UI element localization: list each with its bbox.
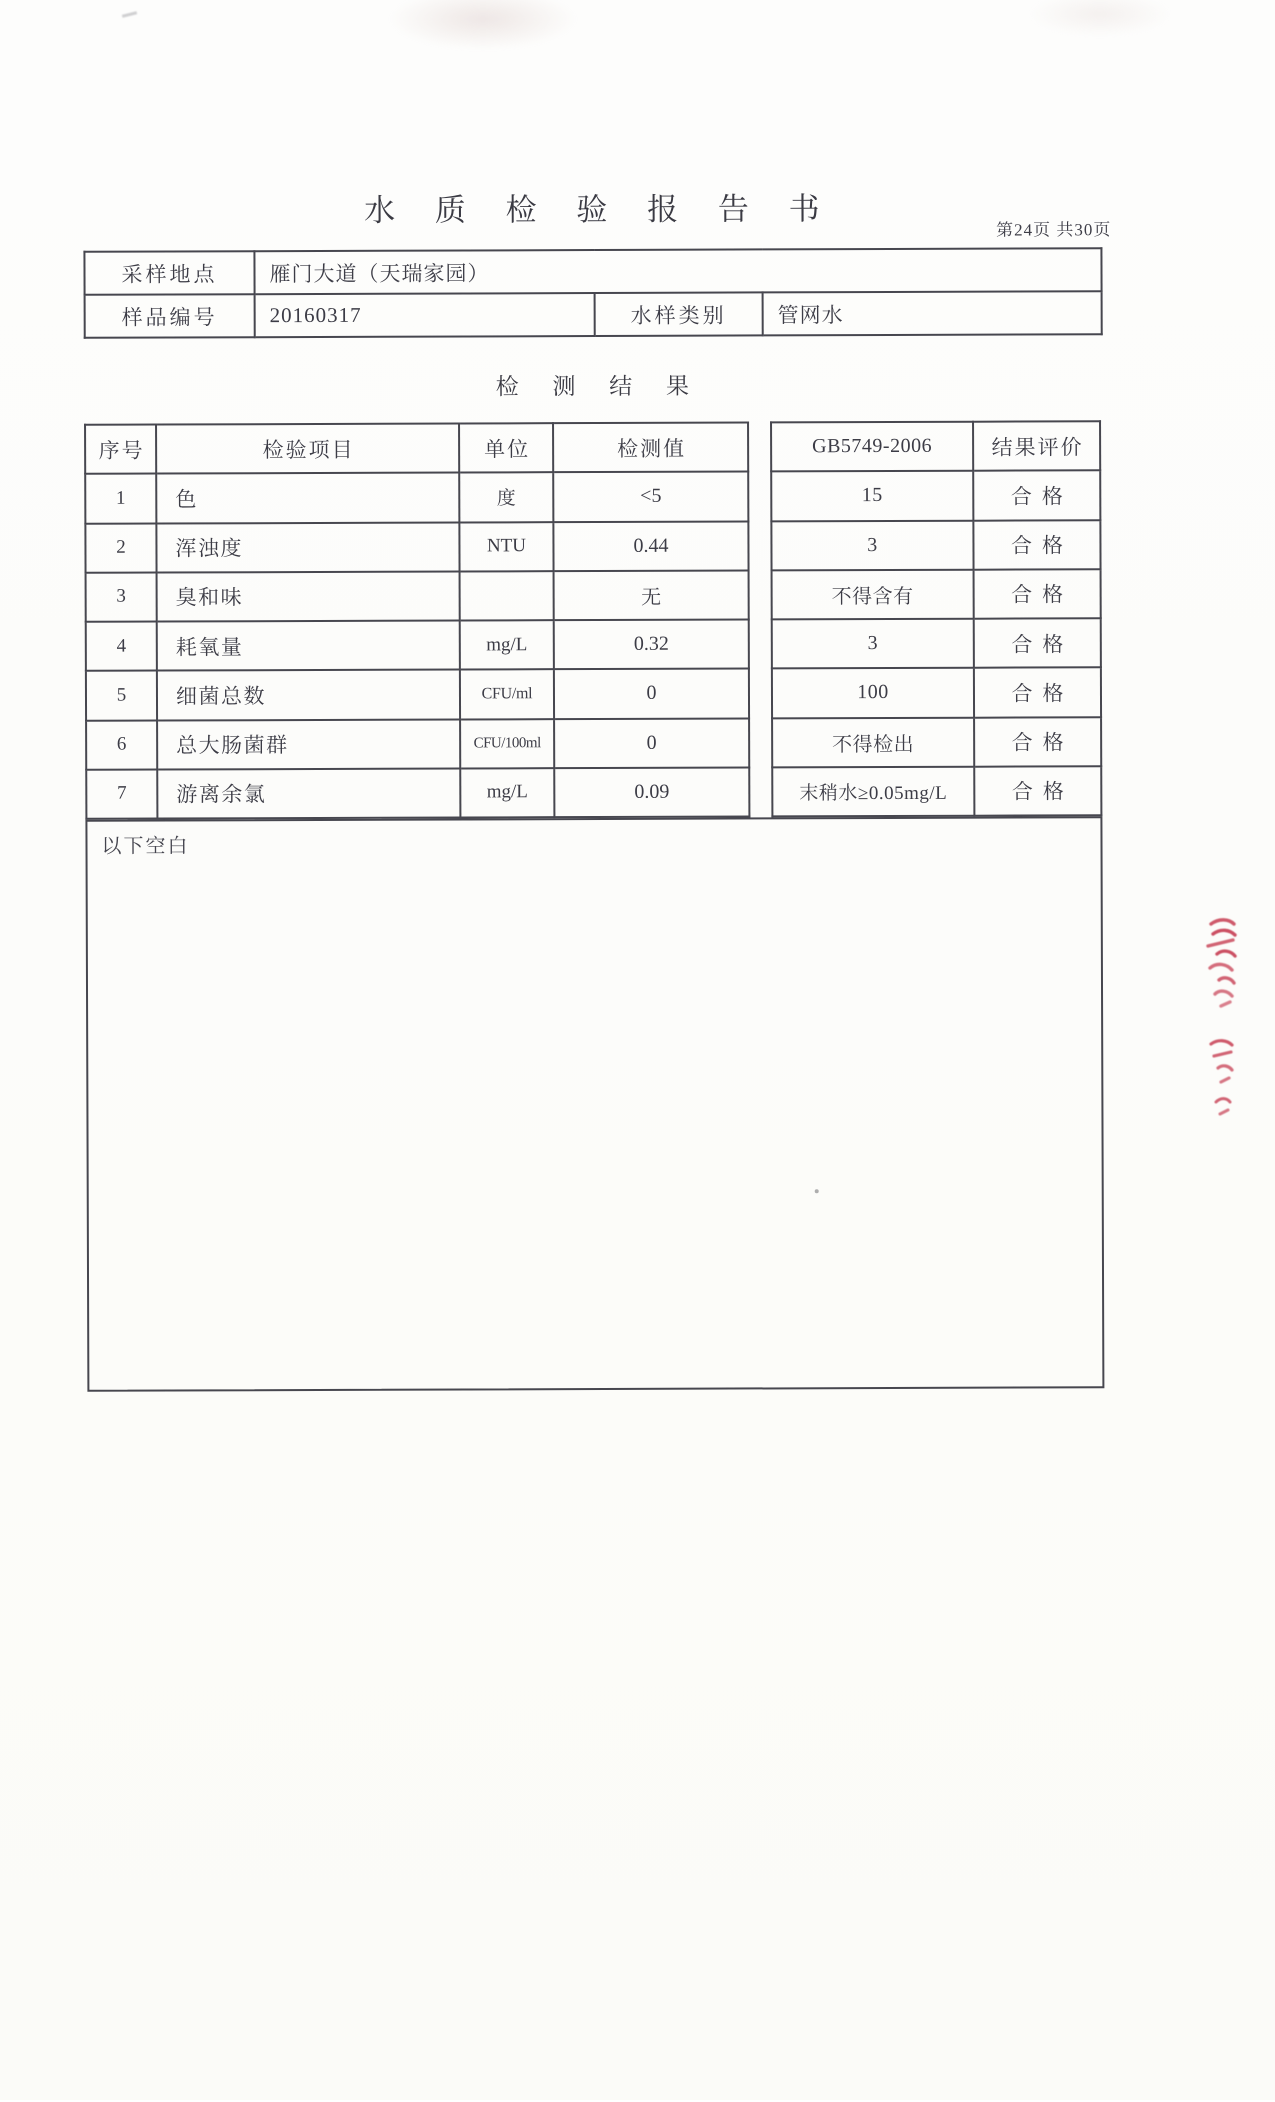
- cell-standard: 3: [772, 619, 974, 669]
- sample-location-row: [84, 248, 1101, 295]
- table-gap-spacer: [749, 421, 771, 817]
- cell-item: 浑浊度: [156, 522, 459, 572]
- cell-item: 臭和味: [157, 571, 460, 621]
- table-row: [85, 521, 748, 573]
- table-row: [85, 472, 748, 524]
- cell-unit: mg/L: [460, 768, 554, 818]
- cell-unit: 度: [459, 472, 553, 522]
- cell-index: 4: [86, 622, 157, 671]
- cell-standard: 不得检出: [772, 717, 974, 767]
- red-ink-fragment: [1205, 1036, 1235, 1093]
- table-row: [86, 619, 749, 671]
- table-row: [771, 520, 1100, 570]
- results-tables: [84, 420, 1102, 820]
- cell-index: 3: [86, 572, 157, 621]
- cell-item: 总大肠菌群: [157, 719, 460, 769]
- results-header-row: [85, 422, 748, 474]
- red-ink-fragment: [1211, 1092, 1233, 1127]
- sampling-location-label: 采样地点: [84, 251, 254, 295]
- cell-unit: CFU/100ml: [460, 719, 554, 769]
- results-table-left: [84, 421, 750, 819]
- cell-item: 游离余氯: [157, 768, 460, 818]
- table-row: [86, 570, 749, 622]
- water-type-label: 水样类别: [595, 292, 763, 336]
- sampling-location-value: 雁门大道（天瑞家园）: [254, 248, 1101, 294]
- cell-index: 5: [86, 671, 157, 720]
- cell-standard: 末稍水≥0.05mg/L: [772, 766, 974, 816]
- col-header-evaluation: 结果评价: [973, 421, 1100, 471]
- table-row: [772, 569, 1101, 619]
- sample-number-row: [85, 291, 1102, 338]
- cell-evaluation: 合格: [973, 520, 1100, 570]
- cell-index: 7: [86, 769, 157, 818]
- cell-unit: [460, 571, 554, 621]
- sample-number-value: 20160317: [255, 293, 595, 337]
- scan-speck-artifact: [815, 1189, 819, 1193]
- cell-value: 0.09: [554, 767, 749, 817]
- report-title: 水 质 检 验 报 告 书: [363, 191, 836, 228]
- table-row: [772, 668, 1101, 718]
- red-ink-fragment: [1203, 916, 1239, 1017]
- cell-value: 0.44: [553, 521, 748, 571]
- cell-evaluation: 合格: [973, 471, 1100, 521]
- col-header-unit: 单位: [459, 423, 553, 473]
- table-row: [772, 618, 1101, 668]
- cell-evaluation: 合格: [974, 717, 1101, 767]
- cell-item: 细菌总数: [157, 670, 460, 720]
- page-number-label: 第24页 共30页: [996, 220, 1112, 240]
- cell-value: <5: [553, 472, 748, 522]
- table-row: [86, 767, 749, 819]
- cell-evaluation: 合格: [974, 668, 1101, 718]
- cell-value: 0: [554, 669, 749, 719]
- water-type-value: 管网水: [763, 291, 1102, 335]
- cell-value: 0.32: [554, 619, 749, 669]
- col-header-index: 序号: [85, 425, 156, 474]
- table-row: [86, 718, 749, 770]
- sample-number-label: 样品编号: [85, 294, 255, 338]
- table-row: [772, 717, 1101, 767]
- col-header-standard: GB5749-2006: [771, 422, 973, 472]
- cell-evaluation: 合格: [974, 569, 1101, 619]
- cell-index: 6: [86, 720, 157, 769]
- results-header-row: [771, 421, 1100, 471]
- table-row: [86, 669, 749, 721]
- cell-value: 无: [554, 570, 749, 620]
- sample-info-table: [83, 247, 1102, 339]
- cell-item: 耗氧量: [157, 620, 460, 670]
- cell-evaluation: 合格: [974, 618, 1101, 668]
- cell-item: 色: [156, 473, 459, 523]
- cell-unit: mg/L: [460, 620, 554, 670]
- col-header-item: 检验项目: [156, 423, 459, 473]
- cell-value: 0: [554, 718, 749, 768]
- cell-standard: 15: [771, 471, 973, 521]
- blank-remainder-box: [85, 816, 1104, 1392]
- cell-unit: CFU/ml: [460, 669, 554, 719]
- section-heading-test-results: 检 测 结 果: [495, 373, 704, 400]
- table-row: [772, 766, 1101, 816]
- cell-standard: 不得含有: [772, 569, 974, 619]
- cell-index: 1: [85, 474, 156, 523]
- results-table-right: [770, 420, 1102, 817]
- cell-index: 2: [85, 523, 156, 572]
- cell-standard: 3: [771, 520, 973, 570]
- cell-evaluation: 合格: [974, 766, 1101, 816]
- col-header-value: 检测值: [553, 422, 748, 472]
- blank-below-note: 以下空白: [101, 835, 190, 858]
- cell-unit: NTU: [459, 522, 553, 572]
- table-row: [771, 471, 1100, 521]
- cell-standard: 100: [772, 668, 974, 718]
